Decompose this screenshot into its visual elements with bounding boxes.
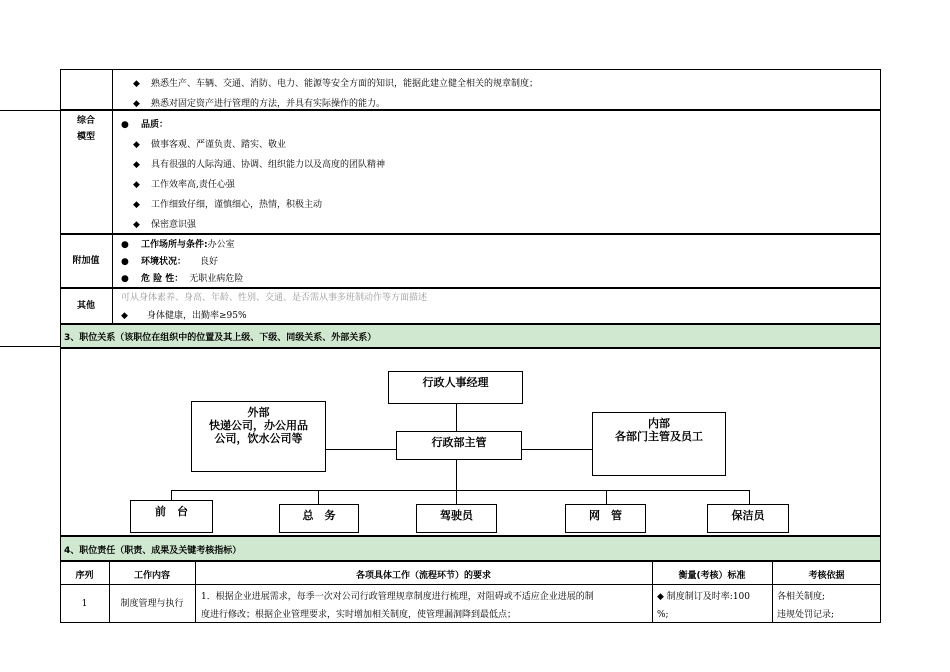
other-label: 其他 <box>76 301 95 311</box>
org-node-network-admin: 网 管 <box>565 504 646 533</box>
connector <box>456 490 457 504</box>
connector <box>522 449 592 450</box>
skills-item: ◆ 熟悉生产、车辆、交通、消防、电力、能源等安全方面的知识，能据此建立健全相关的规章制度； <box>133 79 539 89</box>
section4-title: 4、职位责任（职责、成果及关键考核指标） <box>64 546 242 556</box>
extra-label: 附加值 <box>72 256 100 266</box>
col-header-standard: 衡量(考核）标准 <box>678 571 746 581</box>
col-header-basis: 考核依据 <box>808 571 845 581</box>
col-header-requirements: 各项具体工作（流程环节）的要求 <box>355 571 491 581</box>
row-basis: 各相关制度; 违规处罚记录; <box>777 592 835 620</box>
row-no: 1 <box>81 599 88 609</box>
extra-row: ● 环境状况： 良好 <box>121 257 219 267</box>
composite-item: ◆ 工作细致仔细，谨慎细心，热情，积极主动 <box>133 200 323 210</box>
row-content: 制度管理与执行 <box>120 599 184 609</box>
connector <box>606 490 607 504</box>
quality-header: ● 品质： <box>121 120 169 130</box>
composite-label: 综合 模型 <box>76 116 95 142</box>
connector <box>171 490 749 491</box>
composite-item: ◆ 具有很强的人际沟通、协调、组织能力以及高度的团队精神 <box>133 160 386 170</box>
connector <box>318 490 319 504</box>
extra-row: ● 危 险 性： 无职业病危险 <box>121 274 244 284</box>
connector <box>171 490 172 500</box>
connector <box>749 490 750 504</box>
extra-row: ● 工作场所与条件:办公室 <box>121 240 235 250</box>
org-node-external: 外部 快递公司，办公用品 公司，饮水公司等 <box>191 401 326 472</box>
col-header-content: 工作内容 <box>133 571 170 581</box>
composite-item: ◆ 工作效率高,责任心强 <box>133 180 235 190</box>
org-node-internal: 内部 各部门主管及员工 <box>592 412 726 476</box>
org-node-reception: 前 台 <box>130 500 213 533</box>
org-node-manager: 行政人事经理 <box>388 371 523 404</box>
other-item: ◆ 身体健康，出勤率≥95% <box>121 311 247 321</box>
section3-title: 3、职位关系（该职位在组织中的位置及其上级、下级、同级关系、外部关系） <box>64 333 377 343</box>
org-node-cleaner: 保洁员 <box>707 504 789 533</box>
col-header-no: 序列 <box>75 571 94 581</box>
skills-item: ◆ 熟悉对固定资产进行管理的方法，并具有实际操作的能力。 <box>133 99 386 109</box>
margin-rule-2 <box>0 346 62 347</box>
org-node-general-affairs: 总 务 <box>279 504 359 533</box>
row-standard: ◆ 制度制订及时率:100 %; <box>657 592 750 620</box>
row-requirements: 1．根据企业进展需求，每季一次对公司行政管理规章制度进行梳理，对阻碍或不适应企业进展的制 度进行修改；根据企业管理要求，实时增加相关制度，使管理漏洞降到最低点； <box>201 592 594 620</box>
composite-block <box>60 110 881 234</box>
composite-item: ◆ 保密意识强 <box>133 220 197 230</box>
composite-item: ◆ 做事客观、严谨负责、踏实、敬业 <box>133 140 287 150</box>
org-node-driver: 驾驶员 <box>416 504 497 533</box>
other-hint: 可从身体素养、身高、年龄、性别、交通、是否需从事多班制动作等方面描述 <box>121 293 428 303</box>
connector <box>456 404 457 431</box>
org-node-supervisor: 行政部主管 <box>396 431 522 460</box>
connector <box>456 460 457 490</box>
connector <box>326 449 396 450</box>
